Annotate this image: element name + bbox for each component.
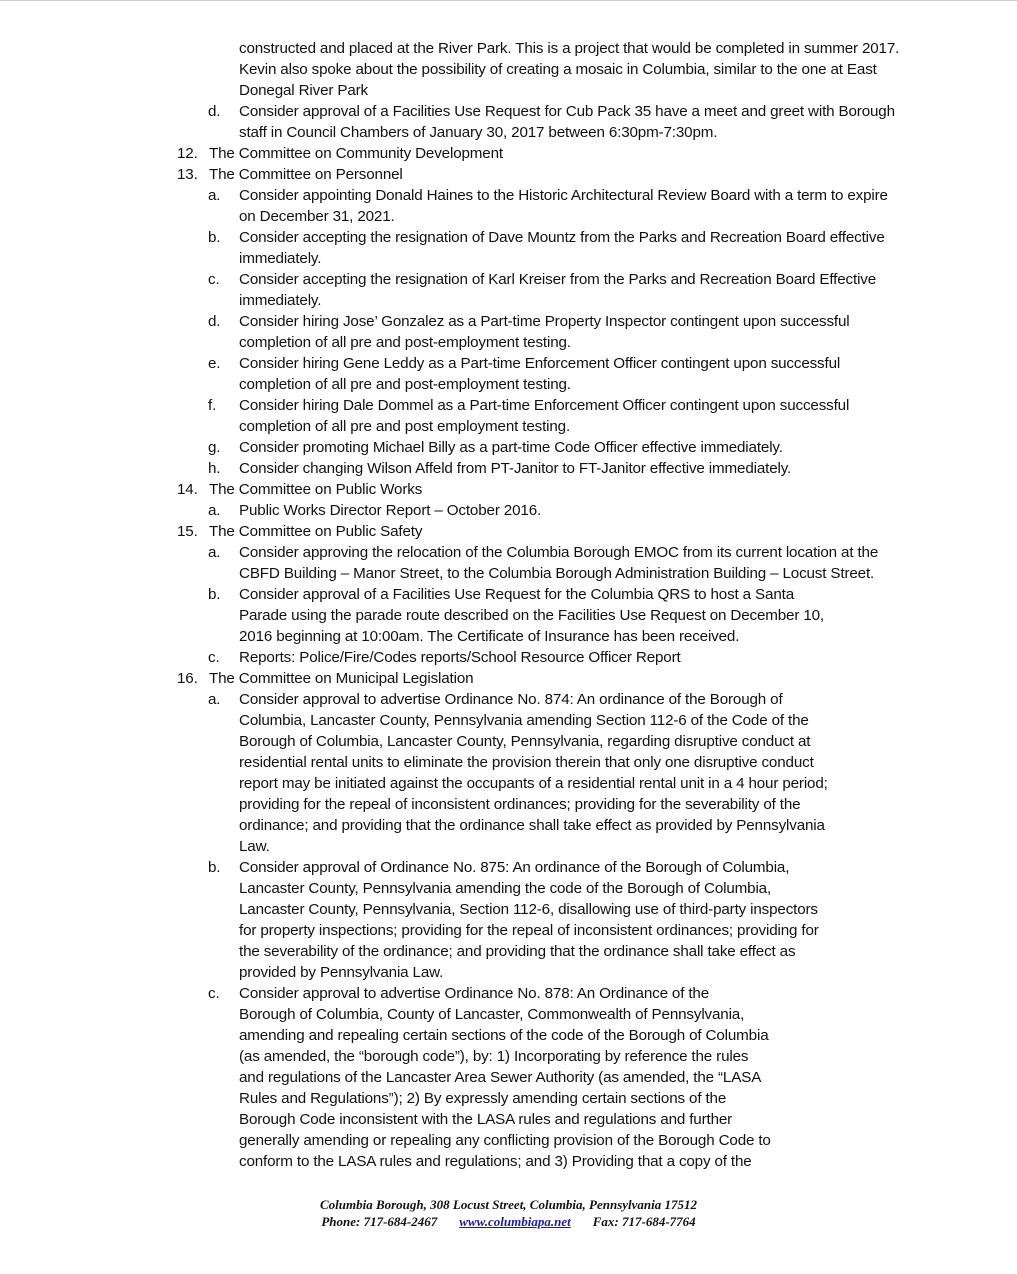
agenda-continuation-text: constructed and placed at the River Park. This is a project that would be completed in summer 2017. Kevin also spoke about the possibility of creating a mosaic in Columbia, similar to the one at East Donegal River Park: [239, 40, 900, 99]
text-line: for property inspections; providing for the repeal of inconsistent ordinances; providing for: [239, 922, 819, 939]
item-marker: a.: [208, 691, 221, 708]
text-line: Rules and Regulations”); 2) By expressly amending certain sections of the: [239, 1090, 727, 1107]
section-title: The Committee on Community Development: [209, 145, 503, 162]
item-marker: b.: [208, 586, 221, 603]
agenda-item-15a: [0, 542, 901, 584]
item-marker: c.: [208, 649, 220, 666]
agenda-item-15c: [0, 647, 901, 668]
item-marker: e.: [208, 355, 221, 372]
item-marker: g.: [208, 439, 221, 456]
text-line: Consider approval to advertise Ordinance No. 874: An ordinance of the Borough of: [239, 691, 783, 708]
item-text: Consider approval of a Facilities Use Request for Cub Pack 35 have a meet and greet with Borough staff in Council Chambers of January 30, 2017 between 6:30pm-7:30pm.: [239, 103, 895, 141]
item-marker: a.: [208, 187, 221, 204]
text-line: Columbia, Lancaster County, Pennsylvania amending Section 112-6 of the Code of the: [239, 712, 809, 729]
agenda-item-16c: [0, 983, 901, 1172]
item-marker: d.: [208, 313, 221, 330]
agenda-item-13f: [0, 395, 901, 437]
agenda-item-15b: [0, 584, 901, 647]
item-text: Consider approving the relocation of the Columbia Borough EMOC from its current location at the CBFD Building – Manor Street, to the Columbia Borough Administration Building – Locust Street.: [239, 544, 879, 582]
text-line: ordinance; and providing that the ordinance shall take effect as provided by Pennsylvania: [239, 817, 825, 834]
text-line: residential rental units to eliminate the provision therein that only one disruptive conduct: [239, 754, 814, 771]
section-number: 15.: [177, 523, 198, 540]
agenda-item-16b: [0, 857, 901, 983]
agenda-body: [0, 38, 1017, 1172]
agenda-item-13h: [0, 458, 901, 479]
item-text: Consider changing Wilson Affeld from PT-Janitor to FT-Janitor effective immediately.: [239, 460, 792, 477]
item-marker: c.: [208, 985, 220, 1002]
text-line: Parade using the parade route described on the Facilities Use Request on December 10,: [239, 607, 824, 624]
item-marker: a.: [208, 502, 221, 519]
item-marker: c.: [208, 271, 220, 288]
text-line: provided by Pennsylvania Law.: [239, 964, 444, 981]
section-13-heading: [0, 164, 1017, 185]
agenda-item-13g: [0, 437, 901, 458]
agenda-item-11d: [0, 101, 901, 143]
section-15-heading: [0, 521, 1017, 542]
text-line: report may be initiated against the occupants of a residential rental unit in a 4 hour period;: [239, 775, 828, 792]
agenda-item-13d: [0, 311, 901, 353]
page-top-border: [0, 0, 1017, 1]
footer-address: Columbia Borough, 308 Locust Street, Columbia, Pennsylvania 17512: [319, 1197, 698, 1212]
text-line: Lancaster County, Pennsylvania, Section 112-6, disallowing use of third-party inspectors: [239, 901, 818, 918]
text-line: Consider approval of a Facilities Use Request for the Columbia QRS to host a Santa: [239, 586, 794, 603]
item-text: Consider hiring Gene Leddy as a Part-time Enforcement Officer contingent upon successful completion of all pre and post-employment testing.: [239, 355, 841, 393]
footer-website-link[interactable]: www.columbiapa.net: [459, 1214, 571, 1229]
section-number: 12.: [177, 145, 198, 162]
text-line: Borough of Columbia, Lancaster County, Pennsylvania, regarding disruptive conduct at: [239, 733, 811, 750]
text-line: Consider approval to advertise Ordinance No. 878: An Ordinance of the: [239, 985, 710, 1002]
agenda-item-14a: [0, 500, 901, 521]
item-marker: d.: [208, 103, 221, 120]
text-line: conform to the LASA rules and regulations; and 3) Providing that a copy of the: [239, 1153, 752, 1170]
item-marker: b.: [208, 859, 221, 876]
section-12-heading: [0, 143, 1017, 164]
item-text: Consider accepting the resignation of Karl Kreiser from the Parks and Recreation Board Effective immediately.: [239, 271, 877, 309]
item-text: Public Works Director Report – October 2016.: [239, 502, 542, 519]
item-text: Consider hiring Dale Dommel as a Part-time Enforcement Officer contingent upon successful completion of all pre and post employment testing.: [239, 397, 850, 435]
footer-phone: Phone: 717-684-2467: [321, 1214, 438, 1229]
text-line: the severability of the ordinance; and providing that the ordinance shall take effect as: [239, 943, 796, 960]
item-marker: f.: [208, 397, 217, 414]
page-footer: [0, 1196, 1017, 1230]
item-text: Reports: Police/Fire/Codes reports/School Resource Officer Report: [239, 649, 681, 666]
footer-contact-line: [0, 1213, 1017, 1230]
item-text: Consider promoting Michael Billy as a part-time Code Officer effective immediately.: [239, 439, 783, 456]
agenda-item-13e: [0, 353, 901, 395]
section-number: 14.: [177, 481, 198, 498]
section-number: 13.: [177, 166, 198, 183]
section-title: The Committee on Municipal Legislation: [209, 670, 474, 687]
text-line: Consider approval of Ordinance No. 875: An ordinance of the Borough of Columbia,: [239, 859, 790, 876]
footer-fax: Fax: 717-684-7764: [592, 1214, 696, 1229]
text-line: Borough of Columbia, County of Lancaster, Commonwealth of Pennsylvania,: [239, 1006, 745, 1023]
text-line: amending and repealing certain sections of the code of the Borough of Columbia: [239, 1027, 769, 1044]
text-line: providing for the repeal of inconsistent ordinances; providing for the severability of the: [239, 796, 801, 813]
agenda-item-13a: [0, 185, 901, 227]
section-title: The Committee on Public Safety: [209, 523, 423, 540]
section-number: 16.: [177, 670, 198, 687]
text-line: Law.: [239, 838, 270, 855]
agenda-item-13c: [0, 269, 901, 311]
section-16-heading: [0, 668, 1017, 689]
item-marker: a.: [208, 544, 221, 561]
item-text: Consider hiring Jose’ Gonzalez as a Part-time Property Inspector contingent upon successful completion of all pre and post-employment testing.: [239, 313, 850, 351]
agenda-item-16a: [0, 689, 901, 857]
item-marker: h.: [208, 460, 221, 477]
agenda-item-13b: [0, 227, 901, 269]
text-line: Lancaster County, Pennsylvania amending the code of the Borough of Columbia,: [239, 880, 772, 897]
section-14-heading: [0, 479, 1017, 500]
section-title: The Committee on Personnel: [209, 166, 403, 183]
text-line: (as amended, the “borough code”), by: 1) Incorporating by reference the rules: [239, 1048, 749, 1065]
text-line: 2016 beginning at 10:00am. The Certificate of Insurance has been received.: [239, 628, 740, 645]
text-line: and regulations of the Lancaster Area Sewer Authority (as amended, the “LASA: [239, 1069, 762, 1086]
section-title: The Committee on Public Works: [209, 481, 423, 498]
text-line: generally amending or repealing any conflicting provision of the Borough Code to: [239, 1132, 771, 1149]
item-text: Consider accepting the resignation of Dave Mountz from the Parks and Recreation Board effective immediately.: [239, 229, 885, 267]
item-text: Consider appointing Donald Haines to the Historic Architectural Review Board with a term to expire on December 31, 2021.: [239, 187, 888, 225]
item-marker: b.: [208, 229, 221, 246]
text-line: Borough Code inconsistent with the LASA rules and regulations and further: [239, 1111, 733, 1128]
